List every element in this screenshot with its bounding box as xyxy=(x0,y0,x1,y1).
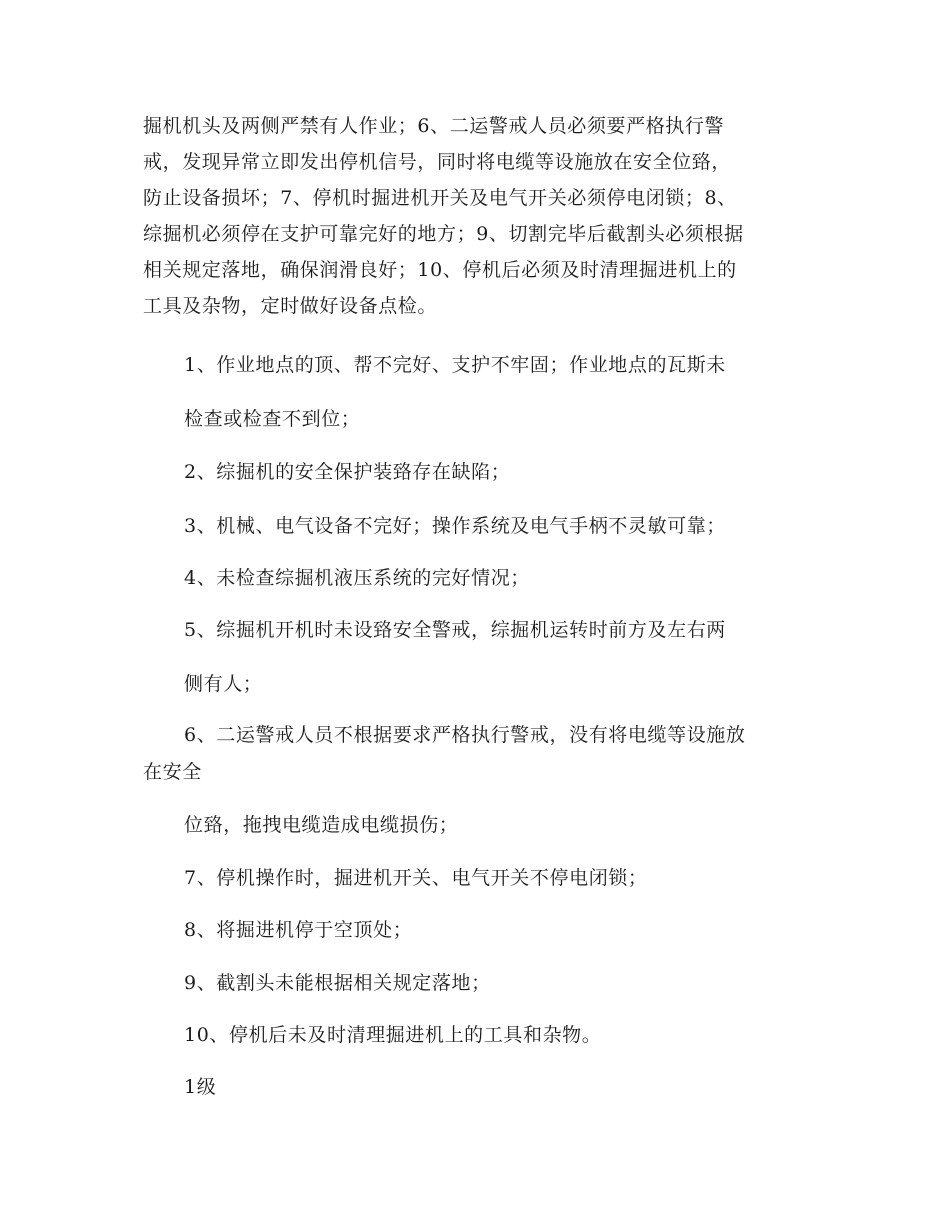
intro-line: 戒，发现异常立即发出停机信号，同时将电缆等设施放在安全位臵， xyxy=(143,151,732,173)
intro-line: 防止设备损坏；7、停机时掘进机开关及电气开关必须停电闭锁；8、 xyxy=(143,187,737,209)
hazard-item-2: 2、综掘机的安全保护装臵存在缺陷； xyxy=(184,461,511,483)
risk-level: 1级 xyxy=(184,1076,217,1098)
hazard-item-4: 4、未检查综掘机液压系统的完好情况； xyxy=(184,567,530,589)
hazard-item-5-line-2: 侧有人； xyxy=(184,673,263,695)
intro-line: 工具及杂物，定时做好设备点检。 xyxy=(143,295,438,317)
intro-line: 综掘机必须停在支护可靠完好的地方；9、切割完毕后截割头必须根据 xyxy=(143,223,744,245)
hazard-item-1-line-1: 1、作业地点的顶、帮不完好、支护不牢固；作业地点的瓦斯未 xyxy=(184,354,726,376)
hazard-item-6-line-3: 位臵，拖拽电缆造成电缆损伤； xyxy=(184,814,459,836)
intro-line: 掘机机头及两侧严禁有人作业；6、二运警戒人员必须要严格执行警 xyxy=(143,115,725,137)
intro-paragraph xyxy=(143,108,808,324)
hazard-item-6-line-2: 在安全 xyxy=(143,761,202,783)
hazard-item-5-line-1: 5、综掘机开机时未设臵安全警戒，综掘机运转时前方及左右两 xyxy=(184,619,726,641)
hazard-item-9: 9、截割头未能根据相关规定落地； xyxy=(184,972,491,994)
intro-line: 相关规定落地，确保润滑良好；10、停机后必须及时清理掘进机上的 xyxy=(143,259,737,281)
hazard-item-7: 7、停机操作时，掘进机开关、电气开关不停电闭锁； xyxy=(184,867,648,889)
hazard-item-1-line-2: 检查或检查不到位； xyxy=(184,408,361,430)
hazard-item-8: 8、将掘进机停于空顶处； xyxy=(184,919,413,941)
hazard-item-3: 3、机械、电气设备不完好；操作系统及电气手柄不灵敏可靠； xyxy=(184,515,726,537)
hazard-item-10: 10、停机后未及时清理掘进机上的工具和杂物。 xyxy=(184,1024,602,1046)
hazard-item-6-line-1: 6、二运警戒人员不根据要求严格执行警戒，没有将电缆等设施放 xyxy=(184,724,746,746)
